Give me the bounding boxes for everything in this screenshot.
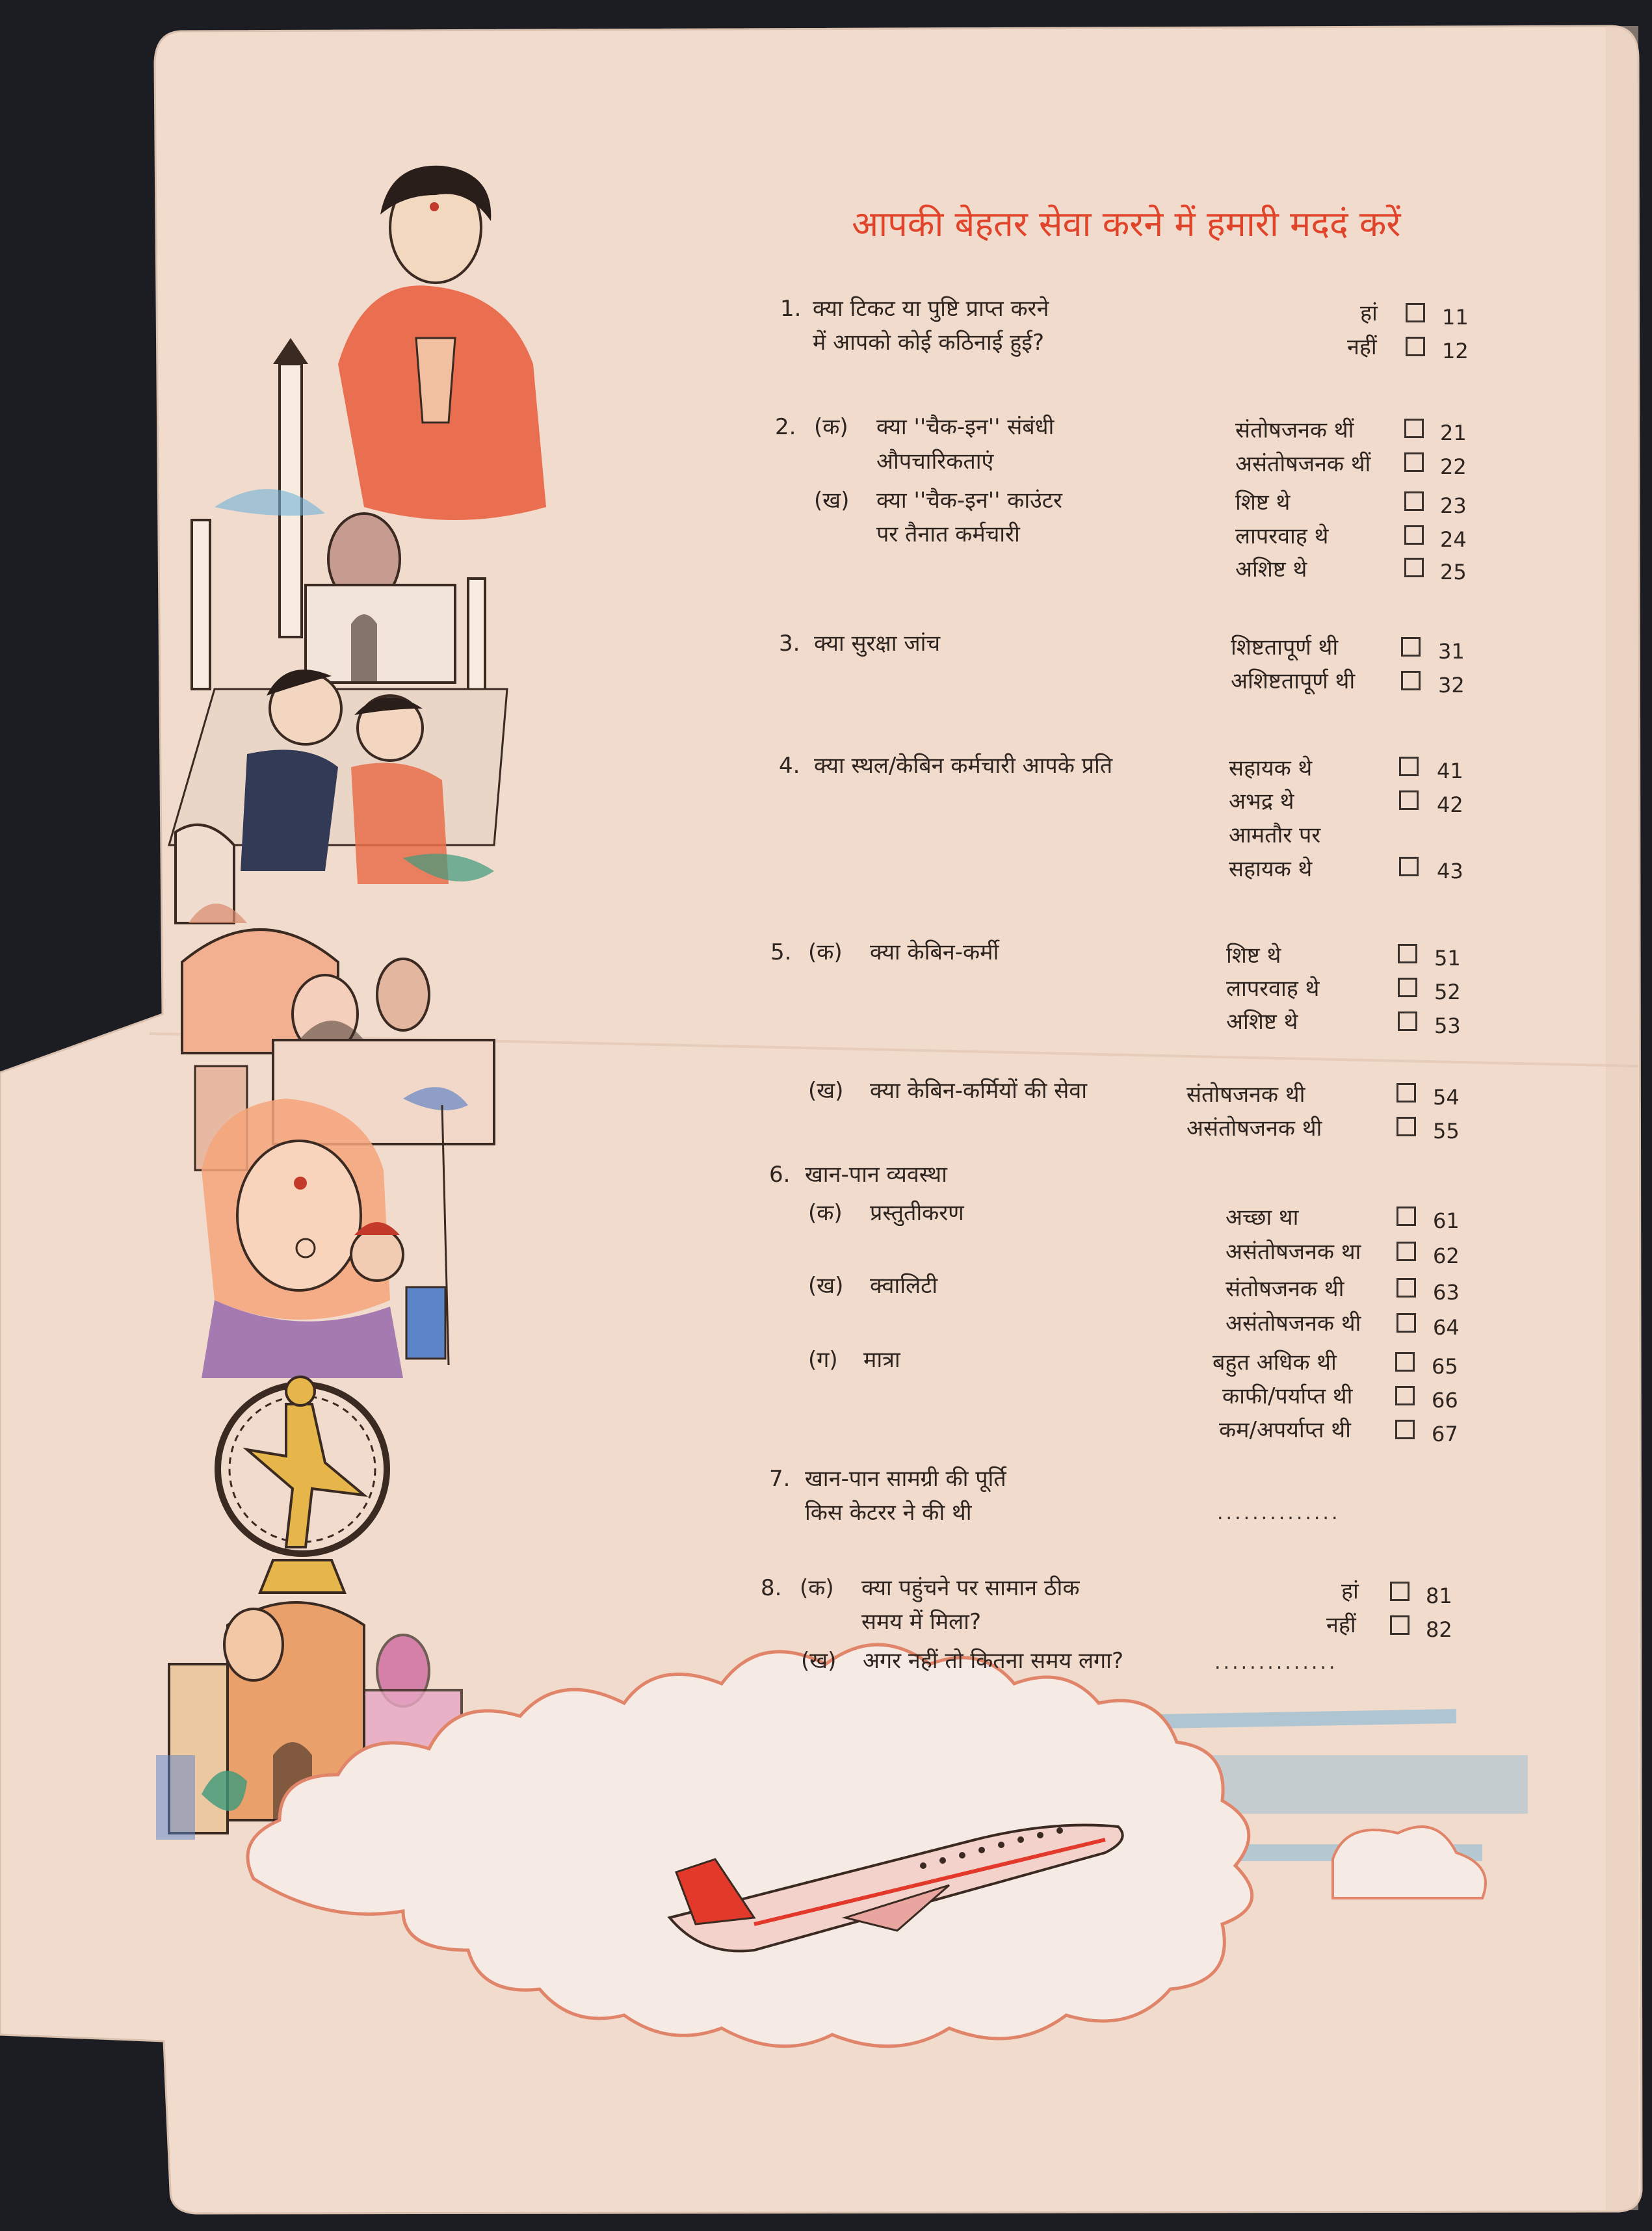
question-text: क्या केबिन-कर्मियों की सेवा xyxy=(870,1078,1087,1104)
option-label: हां xyxy=(1341,1578,1359,1604)
option-code: 32 xyxy=(1438,673,1465,698)
question-text: में आपको कोई कठिनाई हुई? xyxy=(813,330,1044,356)
option-code: 23 xyxy=(1440,493,1467,518)
question-number: 4. xyxy=(779,753,800,779)
option-label: शिष्टतापूर्ण थी xyxy=(1231,634,1339,660)
question-text: खान-पान सामग्री की पूर्ति xyxy=(805,1466,1006,1492)
option-label: शिष्ट थे xyxy=(1226,943,1281,969)
question-text: खान-पान व्यवस्था xyxy=(805,1162,947,1188)
caterer-answer-blank[interactable]: .............. xyxy=(1217,1502,1341,1524)
option-label: असंतोषजनक था xyxy=(1226,1239,1361,1265)
question-text: समय में मिला? xyxy=(861,1609,982,1635)
option-code: 65 xyxy=(1432,1354,1458,1379)
option-code: 67 xyxy=(1432,1422,1458,1446)
sub-question-marker: (ख) xyxy=(801,1648,837,1674)
checkbox[interactable] xyxy=(1398,1011,1417,1031)
option-code: 63 xyxy=(1433,1280,1460,1305)
option-label: असंतोषजनक थीं xyxy=(1235,451,1371,477)
option-code: 55 xyxy=(1433,1119,1460,1143)
sub-question-marker: (ख) xyxy=(814,488,850,514)
delay-answer-blank[interactable]: .............. xyxy=(1214,1651,1338,1674)
option-label: अच्छा था xyxy=(1226,1205,1299,1231)
checkbox[interactable] xyxy=(1399,857,1419,876)
checkbox[interactable] xyxy=(1398,944,1417,963)
question-text: क्या ''चैक-इन'' संबंधी xyxy=(876,414,1055,440)
form-title: आपकी बेहतर सेवा करने में हमारी मददं करें xyxy=(852,203,1401,244)
option-label: असंतोषजनक थी xyxy=(1226,1311,1361,1337)
option-code: 61 xyxy=(1433,1208,1460,1233)
sub-question-marker: (क) xyxy=(808,939,843,965)
option-label: नहीं xyxy=(1347,334,1377,360)
option-code: 43 xyxy=(1437,859,1463,883)
question-number: 1. xyxy=(780,296,802,322)
question-number: 7. xyxy=(769,1466,791,1492)
checkbox[interactable] xyxy=(1390,1582,1409,1601)
question-text: किस केटरर ने की थी xyxy=(805,1500,972,1526)
question-text: औपचारिकताएं xyxy=(876,449,994,475)
option-code: 25 xyxy=(1440,560,1467,584)
question-number: 2. xyxy=(775,414,796,440)
sub-question-marker: (ख) xyxy=(808,1078,844,1104)
checkbox[interactable] xyxy=(1404,525,1424,545)
question-text: क्या टिकट या पुष्टि प्राप्त करने xyxy=(813,296,1049,322)
option-label: लापरवाह थे xyxy=(1235,523,1329,549)
checkbox[interactable] xyxy=(1396,1117,1416,1136)
option-label: अभद्र थे xyxy=(1229,789,1294,815)
question-text: मात्रा xyxy=(863,1347,900,1373)
checkbox[interactable] xyxy=(1404,558,1424,577)
question-number: 3. xyxy=(779,631,800,657)
question-text: अगर नहीं तो कितना समय लगा? xyxy=(863,1648,1124,1674)
checkbox[interactable] xyxy=(1396,1207,1416,1226)
option-label: कम/अपर्याप्त थी xyxy=(1219,1417,1351,1443)
sub-question-marker: (क) xyxy=(800,1575,834,1601)
option-label: सहायक थे xyxy=(1229,856,1313,882)
option-code: 12 xyxy=(1442,339,1469,363)
option-label: बहुत अधिक थी xyxy=(1213,1350,1337,1376)
question-text: पर तैनात कर्मचारी xyxy=(876,521,1020,547)
checkbox[interactable] xyxy=(1396,1278,1416,1298)
option-code: 42 xyxy=(1437,792,1463,817)
checkbox[interactable] xyxy=(1404,491,1424,511)
question-text: क्या सुरक्षा जांच xyxy=(814,631,941,657)
checkbox[interactable] xyxy=(1395,1420,1415,1439)
option-label: हां xyxy=(1360,300,1378,326)
option-label: अशिष्ट थे xyxy=(1235,556,1307,582)
checkbox[interactable] xyxy=(1406,337,1425,356)
option-code: 66 xyxy=(1432,1388,1458,1413)
option-label: अशिष्टतापूर्ण थी xyxy=(1231,668,1356,694)
question-number: 5. xyxy=(770,939,792,965)
option-code: 54 xyxy=(1433,1085,1460,1110)
question-number: 8. xyxy=(761,1575,782,1601)
option-label: अशिष्ट थे xyxy=(1226,1009,1298,1035)
checkbox[interactable] xyxy=(1390,1615,1409,1635)
option-code: 81 xyxy=(1426,1584,1452,1608)
option-label: शिष्ट थे xyxy=(1235,489,1291,515)
option-code: 62 xyxy=(1433,1244,1460,1268)
question-text: क्या पहुंचने पर सामान ठीक xyxy=(861,1575,1080,1601)
option-code: 24 xyxy=(1440,527,1467,552)
option-code: 11 xyxy=(1442,305,1469,330)
option-label: संतोषजनक थीं xyxy=(1235,417,1354,443)
question-text: क्या ''चैक-इन'' काउंटर xyxy=(876,488,1062,514)
checkbox[interactable] xyxy=(1395,1352,1415,1372)
option-code: 51 xyxy=(1434,946,1461,971)
option-label: संतोषजनक थी xyxy=(1187,1082,1305,1108)
sub-question-marker: (क) xyxy=(808,1200,843,1226)
question-text: क्या केबिन-कर्मी xyxy=(870,939,999,965)
option-label: सहायक थे xyxy=(1229,755,1313,781)
checkbox[interactable] xyxy=(1401,671,1421,690)
question-number: 6. xyxy=(769,1162,791,1188)
checkbox[interactable] xyxy=(1395,1386,1415,1405)
checkbox[interactable] xyxy=(1396,1083,1416,1102)
checkbox[interactable] xyxy=(1404,419,1424,438)
option-label: लापरवाह थे xyxy=(1226,976,1320,1002)
option-code: 21 xyxy=(1440,421,1467,445)
option-label: संतोषजनक थी xyxy=(1226,1276,1344,1302)
option-code: 31 xyxy=(1438,639,1465,664)
question-text: प्रस्तुतीकरण xyxy=(870,1200,964,1226)
option-code: 22 xyxy=(1440,454,1467,479)
option-code: 82 xyxy=(1426,1617,1452,1642)
sub-question-marker: (ख) xyxy=(808,1273,844,1299)
option-label: आमतौर पर xyxy=(1229,822,1321,848)
checkbox[interactable] xyxy=(1396,1242,1416,1261)
question-text: क्वालिटी xyxy=(870,1273,938,1299)
sub-question-marker: (ग) xyxy=(808,1347,838,1373)
sub-question-marker: (क) xyxy=(814,414,848,440)
option-label: काफी/पर्याप्त थी xyxy=(1222,1383,1353,1409)
checkbox[interactable] xyxy=(1404,452,1424,472)
option-label: असंतोषजनक थी xyxy=(1187,1116,1322,1142)
checkbox[interactable] xyxy=(1401,637,1421,657)
question-text: क्या स्थल/केबिन कर्मचारी आपके प्रति xyxy=(814,753,1113,779)
checkbox[interactable] xyxy=(1406,303,1425,322)
checkbox[interactable] xyxy=(1399,757,1419,776)
checkbox[interactable] xyxy=(1396,1313,1416,1333)
option-code: 53 xyxy=(1434,1013,1461,1038)
option-code: 52 xyxy=(1434,980,1461,1004)
checkbox[interactable] xyxy=(1398,978,1417,997)
checkbox[interactable] xyxy=(1399,790,1419,810)
option-label: नहीं xyxy=(1326,1612,1356,1638)
option-code: 64 xyxy=(1433,1315,1460,1340)
option-code: 41 xyxy=(1437,759,1463,783)
